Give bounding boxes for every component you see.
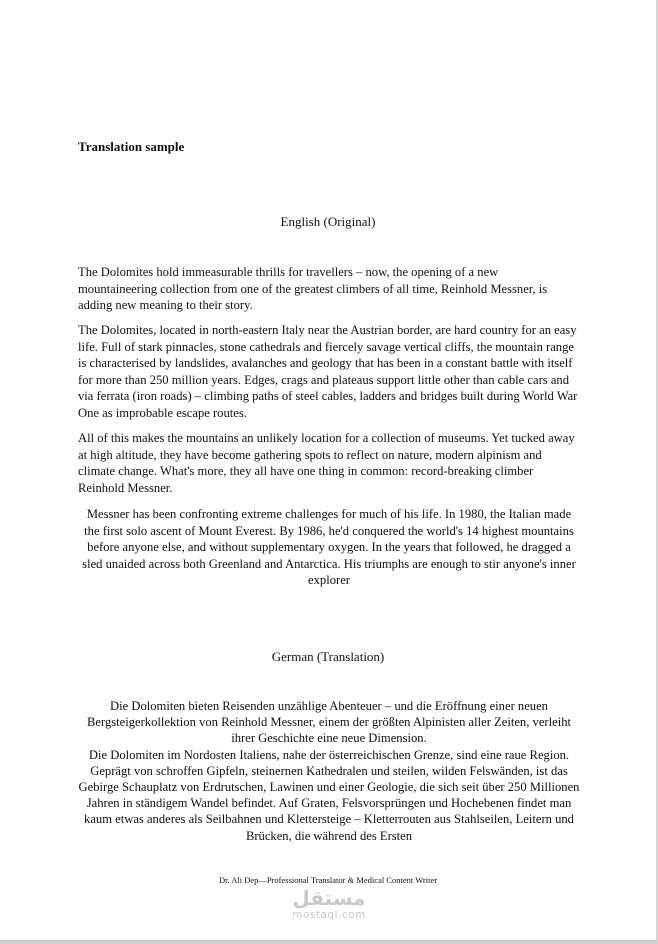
- watermark-arabic-text: مستقل: [292, 886, 366, 910]
- english-paragraph: The Dolomites hold immeasurable thrills for travellers – now, the opening of a new mountaineering collection from one of the greatest climbers of all time, Reinhold Messner, is adding new meaning to their story.: [78, 265, 548, 313]
- watermark-latin-text: mostaql.com: [292, 909, 366, 921]
- english-section-heading: English (Original): [280, 214, 376, 229]
- german-paragraph: Die Dolomiten bieten Reisenden unzählige Abenteuer – und die Eröffnung einer neuen Bergsteigerkollektion von Reinhold Messner, einem der größten Alpinisten aller Zeiten, verleiht ihrer Geschichte eine neue Dimension.: [86, 699, 571, 746]
- document-title: Translation sample: [78, 139, 185, 154]
- german-text-block: [78, 698, 580, 844]
- german-paragraph: Die Dolomiten im Nordosten Italiens, nahe der österreichischen Grenze, sind eine raue Region. Geprägt von schroffen Gipfeln, steinernen Kathedralen und steilen, wilden Felswänden, ist das Gebirge Schauplatz von Erdrutschen, Lawinen und einer Geologie, die sich seit über 250 Millionen Jahren in ständigem Wandel befindet. Auf Graten, Felsvorsprüngen und Hochebenen findet man kaum etwas anderes als Seilbahnen und Klettersteige – Kletterrouten aus Stahlseilen, Leitern und Brücken, die während des Ersten: [78, 747, 580, 843]
- page-footer: Dr. Ali Dep—Professional Translator & Medical Content Writer: [218, 875, 438, 885]
- german-section-heading: German (Translation): [271, 649, 385, 664]
- english-paragraph: Messner has been confronting extreme challenges for much of his life. In 1980, the Italian made the first solo ascent of Mount Everest. By 1986, he'd conquered the world's 14 highest mountains before anyone else, and without supplementary oxygen. In the years that followed, he dragged a sled unaided across both Greenland and Antarctica. His triumphs are enough to stir anyone's inner explorer: [82, 507, 576, 588]
- english-paragraph: The Dolomites, located in north-eastern Italy near the Austrian border, are hard country for an easy life. Full of stark pinnacles, stone cathedrals and fiercely savage vertical cliffs, the mountain range is characterised by landslides, avalanches and geology that has been in a constant battle with itself for more than 250 million years. Edges, crags and plateaus support little other than cable cars and via ferrata (iron roads) – climbing paths of steel cables, ladders and bridges built during World War One as improbable escape routes.: [78, 323, 578, 420]
- english-paragraph: All of this makes the mountains an unlikely location for a collection of museums. Yet tucked away at high altitude, they have become gathering spots to reflect on nature, modern alpinism and climate change. What's more, they all have one thing in common: record-breaking climber Reinhold Messner.: [78, 431, 575, 495]
- mostaql-watermark-logo: [286, 887, 372, 921]
